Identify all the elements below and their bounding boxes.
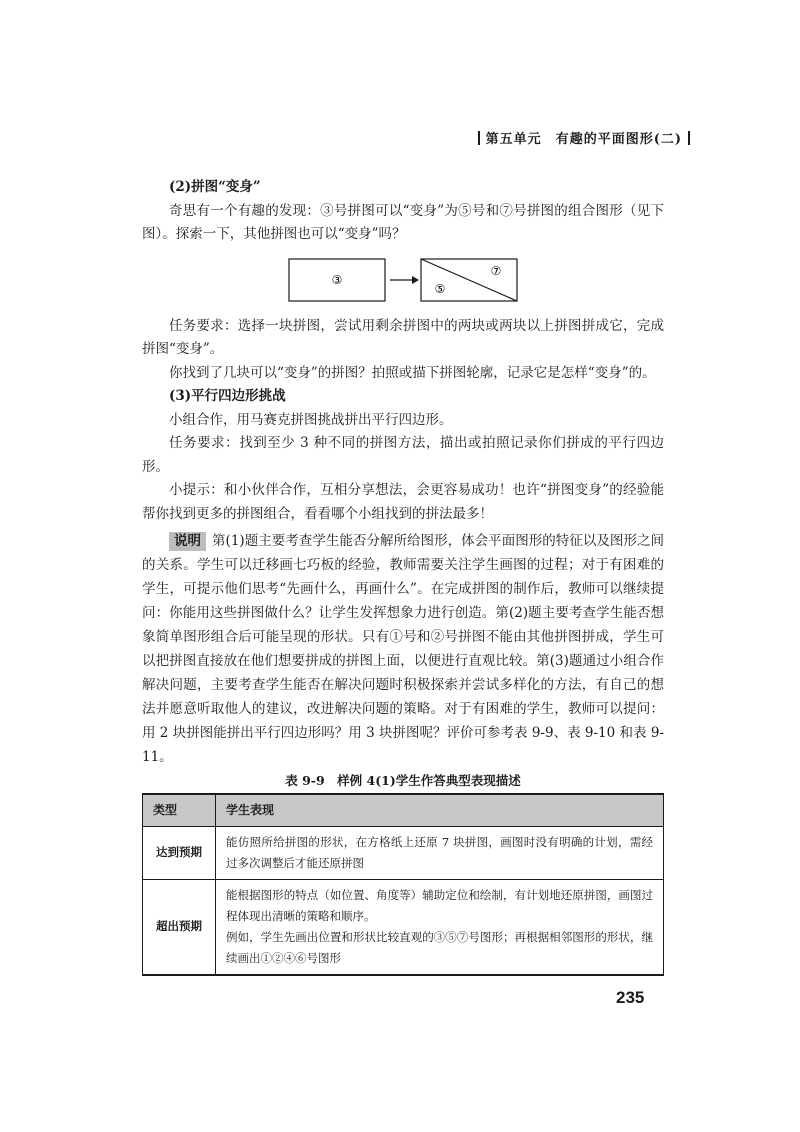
section3-intro: 小组合作，用马赛克拼图挑战拼出平行四边形。: [169, 411, 453, 428]
section2-question: 你找到了几块可以“变身”的拼图？拍照或描下拼图轮廓，记录它是怎样“变身”的。: [169, 364, 656, 381]
label-piece-3: ③: [331, 272, 343, 287]
label-piece-5: ⑤: [434, 281, 446, 296]
table-row: [143, 880, 664, 976]
teacher-note: [142, 529, 664, 769]
arrow-head-icon: [412, 276, 419, 284]
section3-task: 任务要求：找到至少 3 种不同的拼图方法，描出或拍照记录你们拼成的平行四边形。: [142, 435, 664, 475]
note-tag: 说明: [169, 532, 206, 551]
running-header: [472, 128, 696, 147]
row-category: 达到预期: [143, 827, 216, 880]
page-number: 235: [616, 988, 645, 1007]
section3-heading: (3)平行四边形挑战: [169, 388, 286, 404]
section2-intro: 奇思有一个有趣的发现：③号拼图可以“变身”为⑤号和⑦号拼图的组合图形（见下图）。探索一下，其他拼图也可以“变身”吗？: [142, 202, 664, 242]
header-divider: [688, 131, 690, 145]
row-line: 能根据图形的特点（如位置、角度等）辅助定位和绘制，有计划地还原拼图，画图过程体现出清晰的策略和顺序。: [226, 888, 653, 923]
section2-task: 任务要求：选择一块拼图，尝试用剩余拼图中的两块或两块以上拼图拼成它，完成拼图“变身”。: [142, 317, 664, 357]
row-description: [216, 827, 664, 880]
row-line: 能仿照所给拼图的形状，在方格纸上还原 7 块拼图，画图时没有明确的计划，需经过多次调整后才能还原拼图: [226, 835, 653, 870]
transform-figure: [142, 253, 664, 309]
label-piece-7: ⑦: [490, 263, 502, 278]
table-header-performance: 学生表现: [216, 794, 664, 827]
section2-heading: (2)拼图“变身”: [169, 179, 261, 195]
page-body: [142, 176, 664, 976]
header-divider: [478, 131, 480, 145]
performance-table: [142, 793, 664, 977]
table-header-row: [143, 794, 664, 827]
header-title: 有趣的平面图形(二): [555, 132, 682, 147]
table-caption: 表 9-9 样例 4(1)学生作答典型表现描述: [285, 773, 521, 788]
note-text: 第(1)题主要考查学生能否分解所给图形，体会平面图形的特征以及图形之间的关系。学生可以迁移画七巧板的经验，教师需要关注学生画图的过程；对于有困难的学生，可提示他们思考“先画什么，再画什么”。在完成拼图的制作后，教师可以继续提问：你能用这些拼图做什么？让学生发挥想象力进行创造。第(2)题主要考查学生能否想象简单图形组合后可能呈现的形状。只有①号和②号拼图不能由其他拼图拼成，学生可以把拼图直接放在他们想要拼成的拼图上面，以便进行直观比较。第(3)题通过小组合作解决问题，主要考查学生能否在解决问题时积极探索并尝试多样化的方法，有自己的想法并愿意听取他人的建议，改进解决问题的策略。对于有困难的学生，教师可以提问：用 2 块拼图能拼出平行四边形吗？用 3 块拼图呢？评价可参考表 9-9、表 9-10 和表 9-11。: [142, 533, 664, 765]
row-category: 超出预期: [143, 880, 216, 976]
table-header-type: 类型: [143, 794, 216, 827]
transform-diagram: [288, 253, 518, 309]
table-row: [143, 827, 664, 880]
section3-tip: 小提示：和小伙伴合作，互相分享想法，会更容易成功！也许“拼图变身”的经验能帮你找到更多的拼图组合，看看哪个小组找到的拼法最多！: [142, 482, 664, 522]
header-unit: 第五单元: [485, 132, 542, 147]
row-line: 例如，学生先画出位置和形状比较直观的③⑤⑦号图形；再根据相邻图形的形状，继续画出①②④⑥号图形: [226, 930, 653, 965]
row-description: [216, 880, 664, 976]
